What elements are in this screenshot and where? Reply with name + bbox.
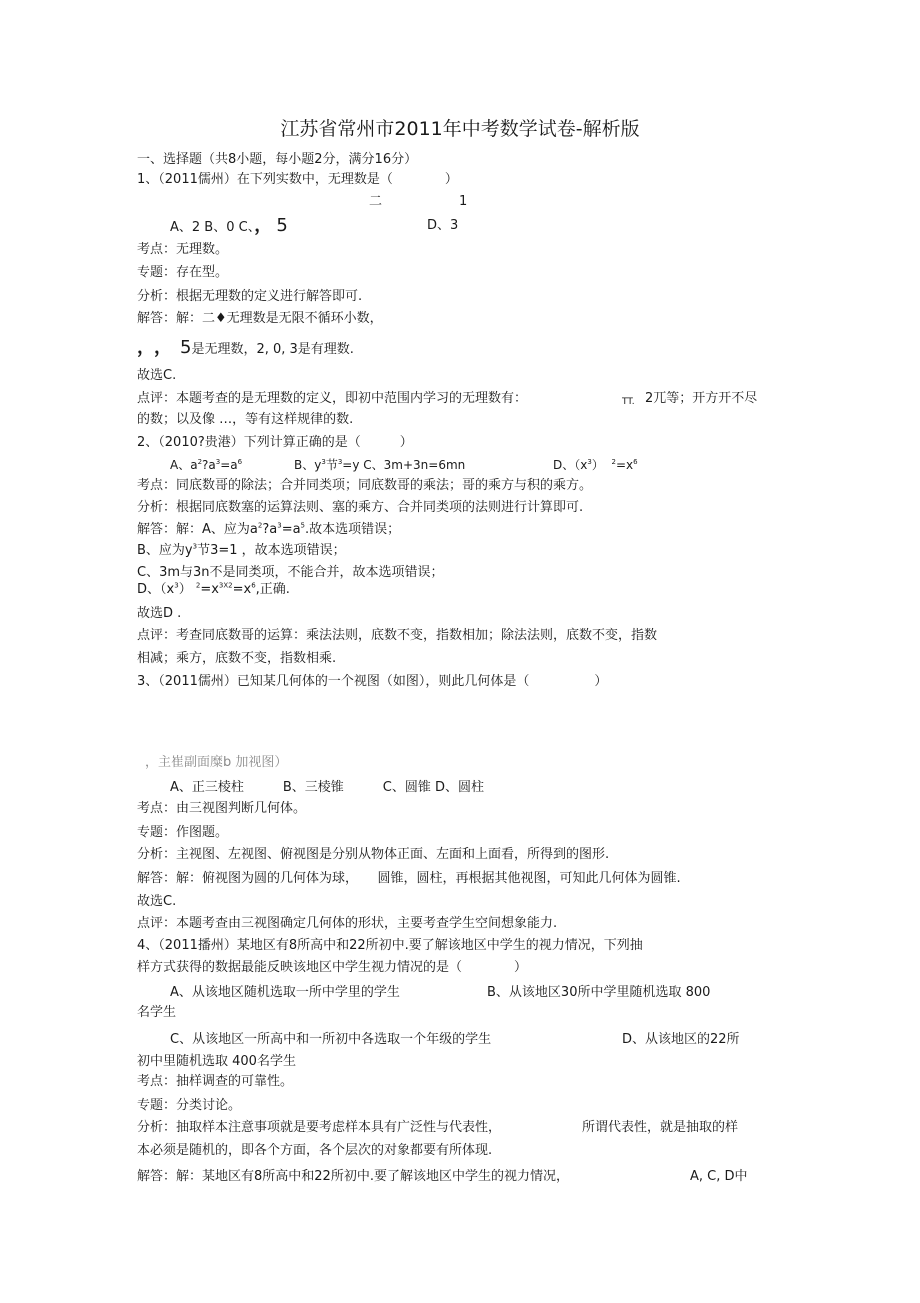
q1-line2-mark: ，， xyxy=(137,337,180,358)
q1-frac-top-right: 1 xyxy=(459,194,468,209)
q3-options: A、正三棱柱 B、三棱锥 C、圆锥 D、圆柱 xyxy=(170,780,485,795)
q4-option-c: C、从该地区一所高中和一所初中各选取一个年级的学生 xyxy=(170,1032,492,1047)
q2-opt-b-mid: 节 xyxy=(325,458,338,472)
q1-jieda: 解答：解：二♦无理数是无限不循环小数， xyxy=(137,311,383,326)
q2-jieda4-exp1: 3 xyxy=(174,581,179,590)
q1-jieda-line2 xyxy=(137,337,354,358)
q1-options xyxy=(170,215,288,236)
q2-opt-b-rest: =y C、3m+3n=6mn xyxy=(342,458,466,472)
q2-option-d xyxy=(553,457,638,473)
q2-jieda1-exp3: 5 xyxy=(300,521,306,530)
q4-jieda: 解答：解：某地区有8所高中和22所初中.要了解该地区中学生的视力情况， xyxy=(137,1169,569,1184)
q2-jieda-1 xyxy=(137,522,400,538)
q2-dianping-1: 点评：考查同底数哥的运算：乘法法则，底数不变，指数相加；除法法则，底数不变，指数 xyxy=(137,628,658,643)
q2-option-a xyxy=(170,457,242,473)
q2-jieda4-exp2: 2 xyxy=(195,581,201,590)
q2-jieda-2 xyxy=(137,543,346,559)
q3-figure-caption: ，主崔副面糜b 加视图） xyxy=(145,755,288,770)
q2-jieda1-exp2: 3 xyxy=(277,521,282,530)
q4-option-b-cont: 名学生 xyxy=(137,1005,177,1020)
q2-jieda2-b: 节3=1 ，故本选项错误； xyxy=(197,543,346,558)
q2-jieda4-c: =x xyxy=(200,582,219,597)
q2-opt-a-eq: =a xyxy=(220,458,238,472)
q3-dianping: 点评：本题考查由三视图确定几何体的形状，主要考查学生空间想象能力. xyxy=(137,916,558,931)
q3-kaodian: 考点：由三视图判断几何体。 xyxy=(137,801,307,816)
q4-fenxi-2: 本必须是随机的，即各个方面，各个层次的对象都要有所体现. xyxy=(137,1143,493,1158)
q4-fenxi-1: 分析：抽取样本注意事项就是要考虑样本具有广泛性与代表性， xyxy=(137,1120,502,1135)
q2-opt-a-exp3: 6 xyxy=(237,458,243,466)
q1-choose: 故选C. xyxy=(137,368,177,383)
q1-dianping-1: 点评：本题考查的是无理数的定义，即初中范围内学习的无理数有： xyxy=(137,391,528,406)
q1-dianping-2: 的数；以及像 …，等有这样规律的数. xyxy=(137,412,354,427)
q2-fenxi: 分析：根据同底数塞的运算法则、塞的乘方、合并同类项的法则进行计算即可. xyxy=(137,500,584,515)
q1-kaodian: 考点：无理数。 xyxy=(137,242,229,257)
q2-jieda4-exp3: 3X2 xyxy=(218,581,233,590)
q2-opt-a-exp2: 3 xyxy=(215,458,221,466)
q2-jieda1-d: .故本选项错误； xyxy=(305,522,401,537)
q2-dianping-2: 相减；乘方，底数不变，指数相乘. xyxy=(137,651,337,666)
q2-opt-d-exp3: 6 xyxy=(633,458,638,466)
q3-choose: 故选C. xyxy=(137,894,177,909)
q2-opt-a-exp1: 2 xyxy=(197,458,203,466)
q1-options-num: 5 xyxy=(276,215,288,236)
q2-jieda1-exp1: 2 xyxy=(257,521,263,530)
q4-option-a: A、从该地区随机选取一所中学里的学生 xyxy=(170,985,400,1000)
q3-stem: 3、（2011儒州）已知某几何体的一个视图（如图），则此几何体是（ ） xyxy=(137,674,608,689)
q1-frac-top-left: 二 xyxy=(369,194,383,209)
q1-line2-text: 是无理数，2, 0, 3是有理数. xyxy=(191,342,354,357)
q2-stem: 2、（2010?贵港）下列计算正确的是（ ） xyxy=(137,435,413,450)
q4-fenxi-1-cont: 所谓代表性，就是抽取的样 xyxy=(582,1120,739,1135)
q3-fenxi: 分析：主视图、左视图、俯视图是分别从物体正面、左面和上面看，所得到的图形. xyxy=(137,847,610,862)
q2-jieda4-e: ,正确. xyxy=(255,582,290,597)
q2-jieda2-exp: 3 xyxy=(192,542,198,551)
q2-opt-d-base: D、（x xyxy=(553,458,588,472)
q2-opt-b-exp1: 3 xyxy=(321,458,326,466)
q4-kaodian: 考点：抽样调查的可靠性。 xyxy=(137,1074,294,1089)
q2-jieda1-c: =a xyxy=(281,522,301,537)
q4-option-d-cont: 初中里随机选取 400名学生 xyxy=(137,1054,296,1069)
q4-option-b: B、从该地区30所中学里随机选取 800 xyxy=(487,985,711,1000)
q4-zhuanti: 专题：分类讨论。 xyxy=(137,1098,242,1113)
q1-fenxi: 分析：根据无理数的定义进行解答即可. xyxy=(137,289,363,304)
page-title: 江苏省常州市2011年中考数学试卷-解析版 xyxy=(280,118,640,140)
q4-stem-2: 样方式获得的数据最能反映该地区中学生视力情况的是（ ） xyxy=(137,960,528,975)
q2-jieda-4 xyxy=(137,582,290,598)
q2-jieda1-b: ?a xyxy=(262,522,278,537)
q2-opt-a-mid: ?a xyxy=(202,458,216,472)
q2-jieda4-d: =x xyxy=(232,582,252,597)
q1-dianping-small: TT. xyxy=(622,397,635,407)
q2-opt-d-exp2: 2 xyxy=(611,458,616,466)
q1-zhuanti: 专题：存在型。 xyxy=(137,265,229,280)
q2-opt-d-exp1: 3 xyxy=(587,458,592,466)
q2-jieda4-a: D、（x xyxy=(137,582,175,597)
q2-kaodian: 考点：同底数哥的除法；合并同类项；同底数哥的乘法；哥的乘方与积的乘方。 xyxy=(137,478,593,493)
q1-dianping-tail: 2兀等；开方开不尽 xyxy=(645,391,758,406)
q2-opt-b-base: B、y xyxy=(294,458,322,472)
q2-jieda-3: C、3m与3n不是同类项，不能合并，故本选项错误； xyxy=(137,565,444,580)
q3-zhuanti: 专题：作图题。 xyxy=(137,825,229,840)
q2-jieda4-b: ） xyxy=(178,582,192,597)
q2-opt-a-base: A、a xyxy=(170,458,198,472)
q2-option-b-c xyxy=(294,457,465,473)
q1-line2-num: 5 xyxy=(180,337,192,358)
q2-choose: 故选D . xyxy=(137,606,182,621)
q2-jieda2-a: B、应为y xyxy=(137,543,193,558)
q2-jieda4-exp4: 6 xyxy=(251,581,256,590)
q3-jieda: 解答：解：俯视图为圆的几何体为球， 圆锥，圆柱，再根据其他视图，可知此几何体为圆锥. xyxy=(137,871,681,886)
q1-stem: 1、（2011儒州）在下列实数中，无理数是（ ） xyxy=(137,172,458,187)
q1-options-text: A、2 B、0 C、 xyxy=(170,220,255,235)
q4-jieda-tail: A, C, D中 xyxy=(690,1169,748,1184)
section-heading: 一、选择题（共8小题，每小题2分，满分16分） xyxy=(137,152,418,167)
q4-stem-1: 4、（2011播州）某地区有8所高中和22所初中.要了解该地区中学生的视力情况，下列抽 xyxy=(137,938,643,953)
q2-jieda1-a: 解答：解：A、应为a xyxy=(137,522,258,537)
q2-opt-d-eq: =x xyxy=(615,458,634,472)
q2-opt-d-paren: ） xyxy=(591,458,604,472)
q1-option-d: D、3 xyxy=(427,218,459,233)
q1-options-mark: ， xyxy=(254,215,273,236)
q4-option-d: D、从该地区的22所 xyxy=(622,1032,740,1047)
q2-opt-b-exp2: 3 xyxy=(337,458,343,466)
